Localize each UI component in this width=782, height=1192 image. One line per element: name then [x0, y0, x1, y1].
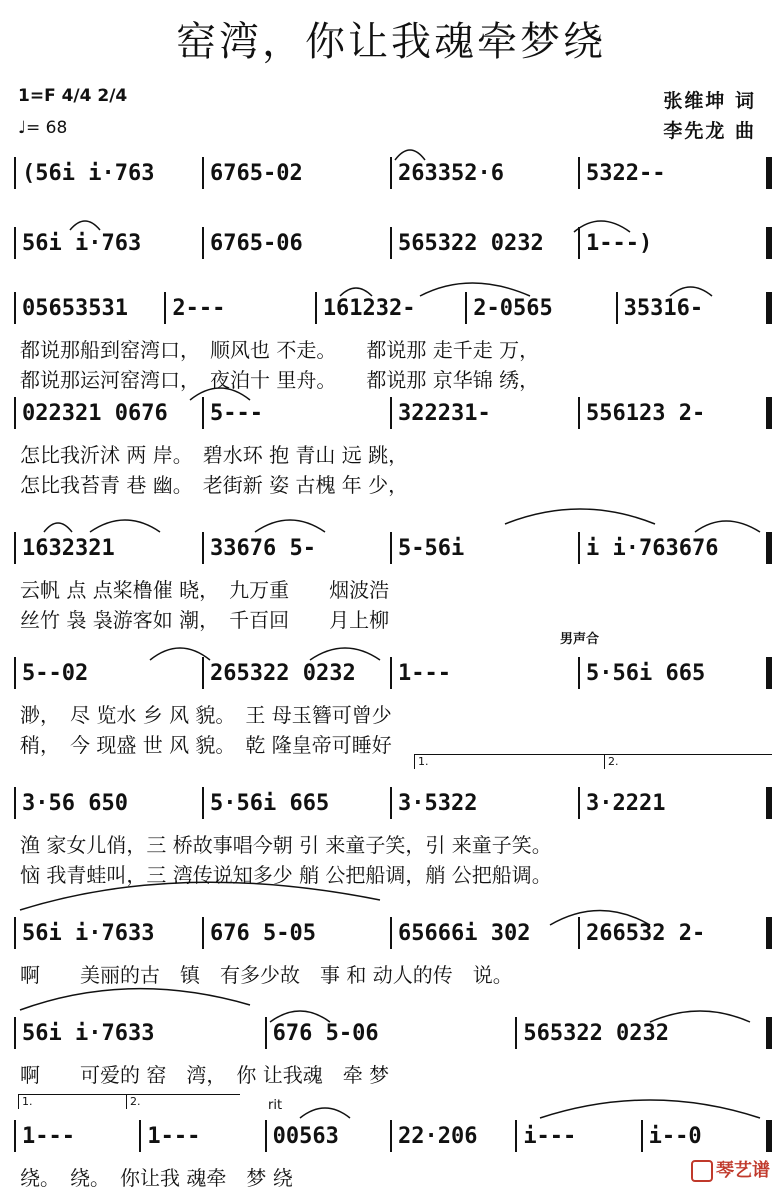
- phrase-slur: [20, 882, 380, 910]
- slur: [340, 288, 372, 296]
- slur: [270, 1011, 330, 1022]
- volta-first-ending-final: 1.: [18, 1094, 126, 1109]
- measure: 5--02: [22, 660, 89, 686]
- triplet-slur: [650, 1011, 750, 1022]
- measure: 00563: [272, 1123, 339, 1149]
- watermark-text: 琴艺谱: [716, 1160, 770, 1181]
- slur: [255, 520, 325, 532]
- lyric-line: 啊 美丽的古 镇 有多少故 事 和 动人的传 说。: [20, 963, 513, 987]
- measure: 05653531: [22, 295, 128, 321]
- measure: i--0: [648, 1123, 702, 1149]
- slur: [505, 509, 655, 524]
- measure: 35316-: [623, 295, 704, 321]
- music-logo-icon: [691, 1160, 713, 1182]
- lyric-line: 恼 我青蛙叫，三 湾传说知多少 艄 公把船调，艄 公把船调。: [20, 863, 552, 887]
- measure: 5322--: [586, 160, 666, 186]
- measure: 5·56i 665: [586, 660, 706, 686]
- measure: 265322 0232: [210, 660, 356, 686]
- lyric-line: 云帆 点 点桨橹催 晓， 九万重 烟波浩: [20, 578, 390, 602]
- key-signature: 1=F 4/4 2/4: [18, 86, 128, 106]
- measure: 6765-06: [210, 230, 303, 256]
- slur: [670, 287, 712, 296]
- phrase-slur: [20, 989, 250, 1010]
- measure: 161232-: [322, 295, 416, 321]
- measure: 1---): [586, 230, 653, 256]
- volta-first-ending: 1.: [414, 754, 604, 769]
- measure: 565322 0232: [523, 1020, 670, 1046]
- rit-mark: rit: [268, 1098, 283, 1113]
- measure: 676 5-06: [272, 1020, 379, 1046]
- triplet-slur: [190, 388, 250, 400]
- slur: [150, 648, 210, 660]
- volta-second-ending-final: 2.: [126, 1094, 240, 1109]
- lyricist-credit: 张维坤 词: [663, 90, 756, 112]
- measure: 3·56 650: [22, 790, 128, 816]
- measure: 33676 5-: [210, 535, 316, 561]
- measure: 56i i·7633: [22, 920, 155, 946]
- measure: 266532 2-: [586, 920, 706, 946]
- measure: 263352·6: [398, 160, 504, 186]
- measure: 565322 0232: [398, 230, 544, 256]
- measure: 56i i·7633: [22, 1020, 155, 1046]
- measure: i i·763676: [586, 535, 719, 561]
- measure: 65666i 302: [398, 920, 531, 946]
- measure: 3·5322: [398, 790, 478, 816]
- slur: [70, 221, 100, 230]
- measure: 1---: [22, 1123, 75, 1149]
- triplet-slur: [300, 1108, 350, 1118]
- lyric-line: 丝竹 袅 袅游客如 潮， 千百回 月上柳: [20, 608, 390, 632]
- measure: 1---: [147, 1123, 201, 1149]
- triplet-slur: [310, 648, 380, 660]
- lyric-line: 啊 可爱的 窑 湾， 你 让我魂 牵 梦: [20, 1063, 390, 1087]
- measure: 2-0565: [473, 295, 553, 321]
- male-chorus-mark: 男声合: [560, 632, 600, 647]
- slur: [550, 911, 650, 926]
- lyric-line: 稍， 今 现盛 世 风 貌。 乾 隆皇帝可睡好: [20, 733, 392, 757]
- slur: [420, 283, 530, 296]
- lyric-line: 都说那运河窑湾口， 夜泊十 里舟。 都说那 京华锦 绣，: [20, 368, 540, 392]
- volta-second-ending: 2.: [604, 754, 772, 769]
- measure: 6765-02: [210, 160, 303, 186]
- measure: 1---: [398, 660, 451, 686]
- lyric-line: 怎比我沂沭 两 岸。 碧水环 抱 青山 远 跳，: [20, 443, 409, 467]
- lyric-line: 怎比我苔青 巷 幽。 老街新 姿 古槐 年 少，: [20, 473, 409, 497]
- measure: 1632321: [22, 535, 115, 561]
- slur: [44, 523, 72, 532]
- lyric-line: 渺， 尽 览水 乡 风 貌。 王 母玉簪可曾少: [20, 703, 392, 727]
- measure: 022321 0676: [22, 400, 168, 426]
- measure: 5-56i: [398, 535, 465, 561]
- measure: 22·206: [397, 1123, 478, 1149]
- measure: 2---: [172, 295, 226, 321]
- slur: [395, 150, 425, 160]
- measure: (56i i·763: [22, 160, 155, 186]
- tie: [540, 1100, 760, 1118]
- measure: 5·56i 665: [210, 790, 330, 816]
- lyric-line: 绕。 绕。 你让我 魂牵 梦 绕: [20, 1166, 293, 1190]
- measure: 5---: [210, 400, 263, 426]
- measure: 676 5-05: [210, 920, 316, 946]
- composer-credit: 李先龙 曲: [663, 120, 756, 142]
- slur: [695, 521, 760, 532]
- tempo-marking: ♩= 68: [18, 118, 68, 138]
- song-title: 窑湾，你让我魂牵梦绕: [176, 19, 606, 65]
- measure: 322231-: [398, 400, 491, 426]
- measure: 556123 2-: [586, 400, 706, 426]
- slur: [90, 520, 160, 532]
- measure: 56i i·763: [22, 230, 142, 256]
- measure: 3·2221: [586, 790, 666, 816]
- measure: i---: [523, 1123, 577, 1149]
- lyric-line: 都说那船到窑湾口， 顺风也 不走。 都说那 走千走 万，: [20, 338, 540, 362]
- triplet-slur: [574, 221, 630, 232]
- watermark-logo: [691, 1156, 770, 1182]
- lyric-line: 渔 家女儿俏，三 桥故事唱今朝 引 来童子笑，引 来童子笑。: [20, 833, 552, 857]
